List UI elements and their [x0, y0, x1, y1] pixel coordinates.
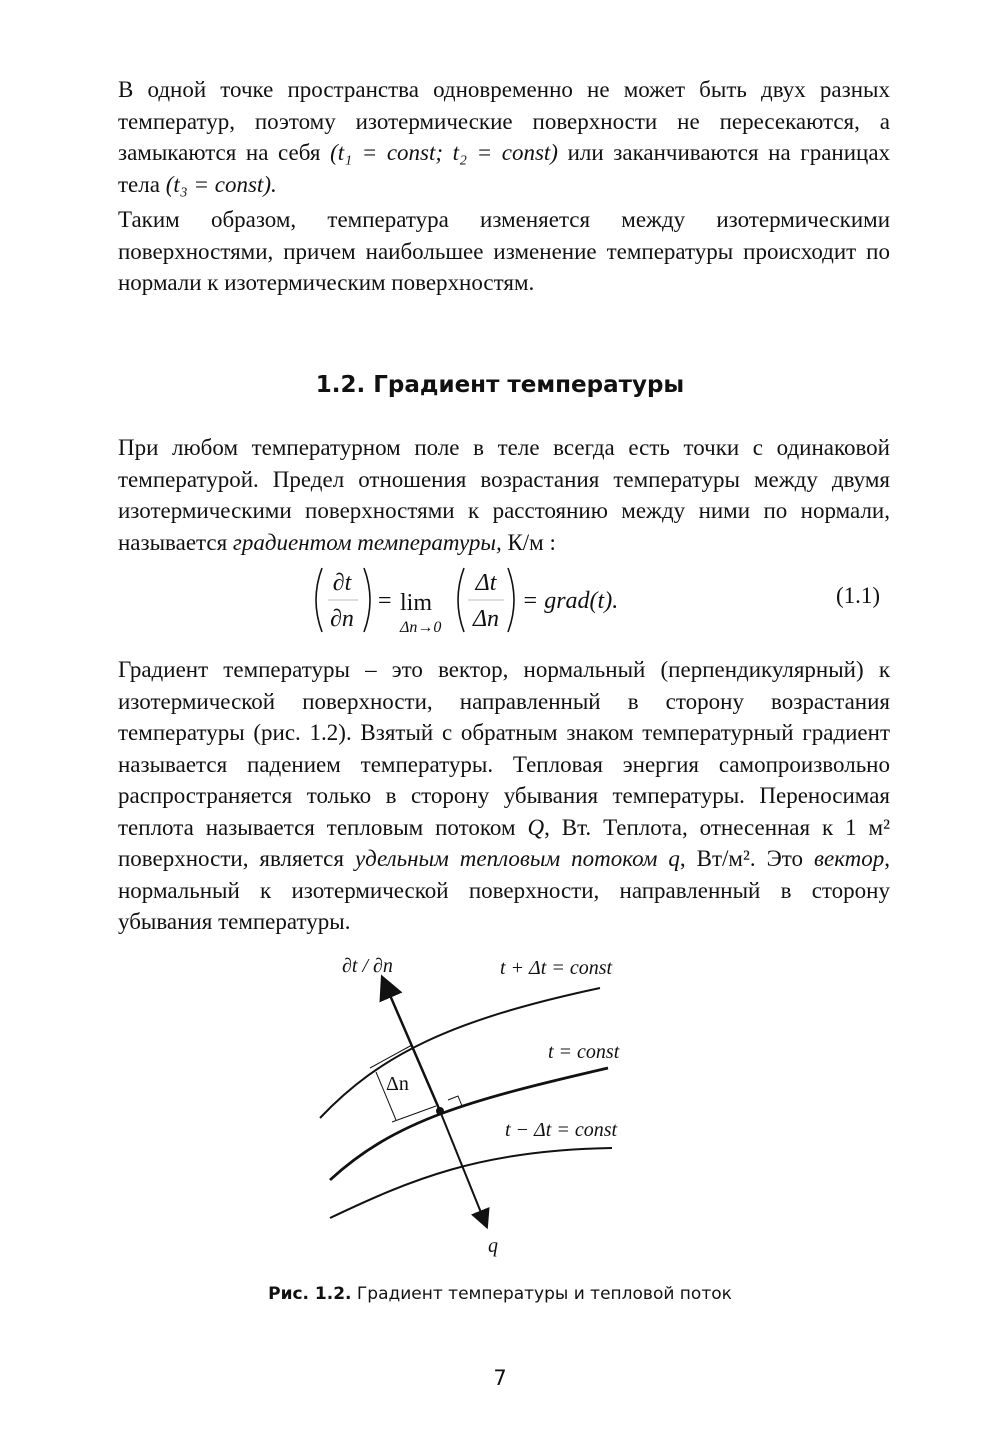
label-delta-n: Δn: [386, 1073, 409, 1095]
paragraph-gradient-definition: [118, 432, 890, 558]
dimension-line-top: [370, 1045, 412, 1068]
label-q: q: [488, 1235, 498, 1257]
eq-lim: lim: [400, 590, 433, 616]
p2-text: Таким образом, температура изменяется между изотермическими поверхностями, причем наибольшее изменение температуры происходит по нормали к изотермическим поверхностям.: [118, 207, 890, 295]
p3-unit: К/м :: [507, 529, 556, 555]
eq-result: = grad(t).: [522, 588, 619, 614]
p3-text-a: При любом температурном поле в теле всегда есть точки с одинаковой температурой. Предел отношения возрастания температуры между двумя изотермическими поверхностями к расстоянию между ними по нормали, называется: [118, 435, 890, 555]
equation-number: (1.1): [836, 583, 881, 608]
p4-text-a: Градиент температуры – это вектор, нормальный (перпендикулярный) к изотермической поверхности, направленный в сторону возрастания температуры (рис. 1.2). Взятый с обратным знаком температурный градиент называется падением температуры. Тепловая энергия самопроизвольно распространяется только в сторону убывания температуры. Переносимая теплота называется тепловым потоком: [118, 657, 890, 840]
isotherm-bottom-curve: [330, 1148, 612, 1218]
p4-italic-term-1: удельным тепловым потоком q: [354, 846, 680, 871]
section-title: 1.2. Градиент температуры: [315, 372, 685, 398]
eq-lhs-numerator: ∂t: [332, 570, 352, 596]
equation-gradient: [300, 560, 680, 640]
p4-italic-term-2: вектор: [814, 846, 885, 871]
label-gradient: ∂t / ∂n: [342, 955, 393, 977]
label-isotherm-bottom: t − Δt = const: [505, 1119, 618, 1141]
heat-flux-arrow: [440, 1111, 484, 1220]
p4-text-c: , Вт/м². Это: [679, 846, 804, 871]
paragraph-summary: [118, 204, 890, 299]
eq-rhs-denominator: Δn: [472, 606, 500, 632]
p4-Q: Q: [527, 814, 545, 840]
label-isotherm-middle: t = const: [548, 1041, 620, 1063]
caption-prefix: Рис. 1.2.: [268, 1284, 352, 1304]
p1-text-a: В одной точке пространства одновременно не может быть двух разных температур, поэтому изотермические поверхности не пересекаются, а замыкаются на себя: [118, 77, 890, 165]
eq-lim-subscript: Δn→0: [400, 619, 442, 636]
p4-text-b: , Вт. Теплота, отнесенная к 1 м² поверхности, является: [118, 814, 890, 871]
p1-math-inline-2: (t₃ = const).: [165, 171, 277, 197]
right-angle-mark: [448, 1096, 462, 1106]
eq-equals-1: =: [378, 588, 392, 614]
p1-math-inline: (t₁ = const; t₂ = const): [330, 140, 558, 165]
eq-lhs-denominator: ∂n: [330, 606, 354, 632]
p4-text-d: , нормальный к изотермической поверхности, направленный в сторону убывания температуры.: [118, 846, 891, 934]
figure-gradient-diagram: [300, 940, 660, 1270]
point-marker: [436, 1107, 444, 1115]
figure-caption: [0, 1284, 1000, 1304]
label-isotherm-top: t + Δt = const: [500, 957, 613, 979]
eq-rhs-numerator: Δt: [475, 570, 497, 596]
caption-text: Градиент температуры и тепловой поток: [356, 1284, 732, 1304]
p1-text-b: или заканчиваются на границах тела: [118, 140, 891, 197]
paragraph-isotherms: [118, 74, 890, 200]
p3-italic-term: градиентом температуры,: [232, 529, 502, 555]
page-number: 7: [493, 1366, 507, 1390]
paragraph-gradient-vector: [118, 654, 890, 938]
